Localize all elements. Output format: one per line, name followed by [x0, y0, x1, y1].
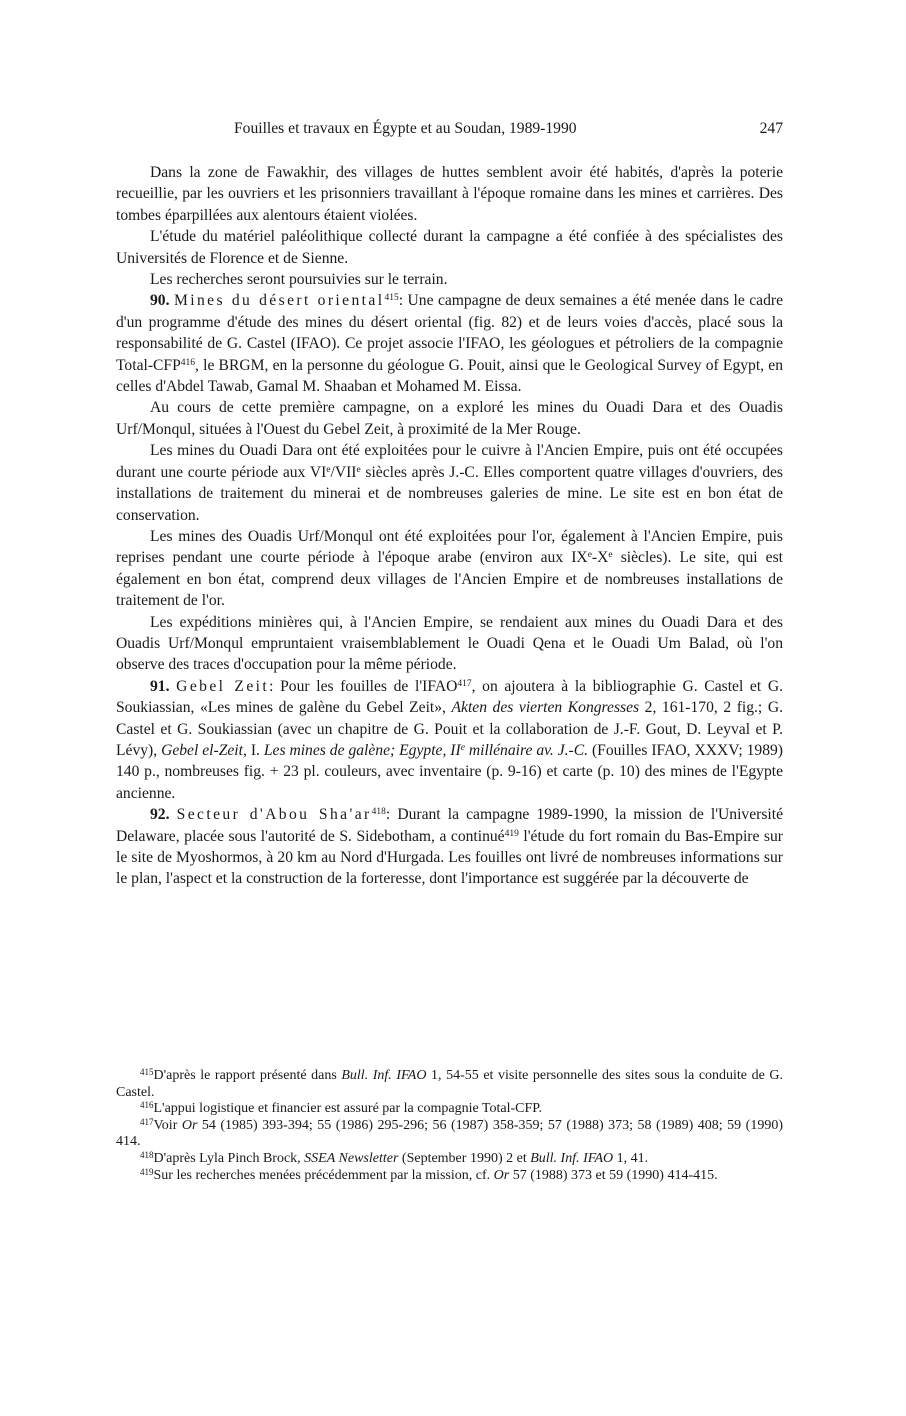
section-text: 2, 161-170, 2 fig.; G. Castel et G. Soukiassian (avec un chapitre de G. Pouit et la collaboration de J.-F. Gout, D. Leyval et P. Lévy), [116, 699, 783, 759]
section-text: l'étude du fort romain du Bas-Empire sur le site de Myoshormos, à 20 km au Nord d'Hurgada. Les fouilles ont livré de nombreuses informations sur le plan, l'aspect et la construction de la forteresse, dont l'importance est suggérée par la découverte de [116, 827, 783, 888]
footnote-text: 1, 41. [613, 1150, 649, 1166]
body-text [116, 162, 783, 890]
footnote [116, 1068, 783, 1101]
footnote-number: 417 [140, 1116, 154, 1127]
running-head [116, 118, 783, 148]
footnotes [116, 1068, 783, 1184]
paragraph-text: /VII [330, 463, 357, 481]
page-number: 247 [759, 120, 783, 137]
footnote-ref: 415 [384, 293, 399, 304]
section-text: (Fouilles IFAO, XXXV; 1989) 140 p., nombreuses fig. + 23 pl. couleurs, avec inventaire (p. 9-16) et carte (p. 10) des mines de l'Egypte ancienne. [116, 741, 783, 802]
italic-title: millénaire av. J.-C. [464, 741, 589, 759]
paragraph: Au cours de cette première campagne, on a exploré les mines du Ouadi Dara et des Ouadis Urf/Monqul, situées à l'Ouest du Gebel Zeit, à proximité de la Mer Rouge. [116, 399, 783, 438]
footnote-text: L'appui logistique et financier est assuré par la compagnie Total-CFP. [153, 1101, 543, 1117]
footnote-text: Sur les recherches menées précédemment par la mission, cf. [153, 1167, 494, 1183]
paragraph-text: siècles après J.-C. Elles comportent quatre villages d'ouvriers, des installations de traitement du minerai et de nombreuses galeries de mine. Le site est en bon état de conservation. [116, 463, 783, 524]
section-text: , I. [242, 741, 264, 759]
footnote-text: 57 (1988) 373 et 59 (1990) 414-415. [509, 1167, 718, 1183]
section-text: , on ajoutera à la bibliographie G. Castel et G. Soukiassian, «Les mines de galène du Gebel Zeit», [116, 677, 783, 717]
section-number: 90. [150, 292, 170, 310]
footnote-italic: Bull. Inf. IFAO [341, 1068, 427, 1083]
paragraph-text: Les mines des Ouadis Urf/Monqul ont été exploitées pour l'or, également à l'Ancien Empire, puis reprises pendant une courte période à l'époque arabe (environ aux IX [116, 527, 783, 567]
superscript: e [608, 550, 613, 561]
footnote-text: 1, 54-55 et visite personnelle des sites sous la conduite de G. Castel. [116, 1068, 783, 1100]
paragraph: Dans la zone de Fawakhir, des villages de huttes semblent avoir été habités, d'après la poterie recueillie, par les ouvriers et les prisonniers travaillant à l'époque romaine dans les mines et carrières. Des tombes éparpillées aux alentours étaient violées. [116, 164, 783, 224]
footnote-ref: 419 [504, 828, 519, 839]
footnote-text: D'après le rapport présenté dans [153, 1068, 342, 1083]
superscript: e [356, 464, 361, 475]
footnote [116, 1151, 783, 1168]
section-number: 91. [150, 677, 170, 695]
section-text: : Pour les fouilles de l'IFAO [269, 677, 458, 695]
section-91 [116, 676, 783, 804]
paragraph-text: -X [591, 549, 609, 567]
paragraph [116, 440, 783, 526]
footnote-italic: Or [181, 1117, 198, 1133]
footnote-italic: Bull. Inf. IFAO [530, 1150, 614, 1166]
footnote-italic: Or [493, 1167, 510, 1183]
section-text: , le BRGM, en la personne du géologue G. Pouit, ainsi que le Geological Survey of Egypt, en celles d'Abdel Tawab, Gamal M. Shaaban et Mohamed M. Eissa. [116, 356, 783, 396]
footnote-text: 54 (1985) 393-394; 55 (1986) 295-296; 56 (1987) 358-359; 57 (1988) 373; 58 (1989) 408; 59 (1990) 414. [116, 1117, 783, 1150]
superscript: e [460, 742, 465, 753]
section-number: 92. [150, 806, 170, 824]
footnote [116, 1168, 783, 1185]
section-text: : Une campagne de deux semaines a été menée dans le cadre d'un programme d'étude des mines du désert oriental (fig. 82) et de leurs voies d'accès, placé sous la responsabilité de G. Castel (IFAO). Ce projet associe l'IFAO, les géologues et pétroliers de la compagnie Total-CFP [116, 292, 784, 374]
footnote-ref: 418 [371, 807, 386, 818]
footnote-text: (September 1990) 2 et [398, 1150, 531, 1166]
section-text: : Durant la campagne 1989-1990, la mission de l'Université Delaware, placée sous l'autorité de S. Sidebotham, a continué [116, 806, 783, 845]
footnote-number: 418 [140, 1149, 154, 1160]
footnote [116, 1101, 783, 1118]
italic-title: Gebel el-Zeit [161, 741, 243, 759]
paragraph: L'étude du matériel paléolithique collecté durant la campagne a été confiée à des spécialistes des Universités de Florence et de Sienne. [116, 228, 783, 267]
section-title: Mines du désert oriental [173, 292, 385, 310]
superscript: e [587, 550, 592, 561]
superscript: e [326, 464, 331, 475]
section-title: Gebel Zeit [176, 677, 270, 695]
italic-title: Akten des vierten Kongresses [451, 699, 640, 717]
footnote [116, 1118, 783, 1151]
paragraph [116, 526, 783, 612]
footnote-ref: 416 [180, 357, 196, 368]
page [116, 118, 783, 890]
footnote-number: 416 [140, 1100, 154, 1111]
footnote-text: Voir [153, 1117, 182, 1133]
footnote-number: 415 [140, 1067, 154, 1077]
footnote-italic: SSEA Newsletter [304, 1150, 399, 1166]
section-90 [116, 290, 783, 397]
footnote-ref: 417 [457, 678, 472, 689]
paragraph-text: siècles). Le site, qui est également en bon état, comprend deux villages de l'Ancien Empire et de nombreuses installations de traitement de l'or. [116, 549, 783, 610]
section-title: Secteur d'Abou Sha'ar [176, 806, 372, 824]
footnote-text: D'après Lyla Pinch Brock, [153, 1150, 305, 1166]
section-92 [116, 804, 783, 890]
italic-title: Les mines de galène; Egypte, II [263, 741, 461, 759]
paragraph-text: Les mines du Ouadi Dara ont été exploitées pour le cuivre à l'Ancien Empire, puis ont été occupées durant une courte période aux VI [116, 442, 783, 481]
paragraph: Les recherches seront poursuivies sur le terrain. [150, 271, 448, 289]
footnote-number: 419 [140, 1166, 154, 1177]
running-head-title: Fouilles et travaux en Égypte et au Soudan, 1989-1990 [234, 120, 577, 137]
paragraph: Les expéditions minières qui, à l'Ancien Empire, se rendaient aux mines du Ouadi Dara et des Ouadis Urf/Monqul empruntaient vraisemblablement le Ouadi Qena et le Ouadi Um Balad, où l'on observe des traces d'occupation pour la même période. [116, 613, 783, 674]
